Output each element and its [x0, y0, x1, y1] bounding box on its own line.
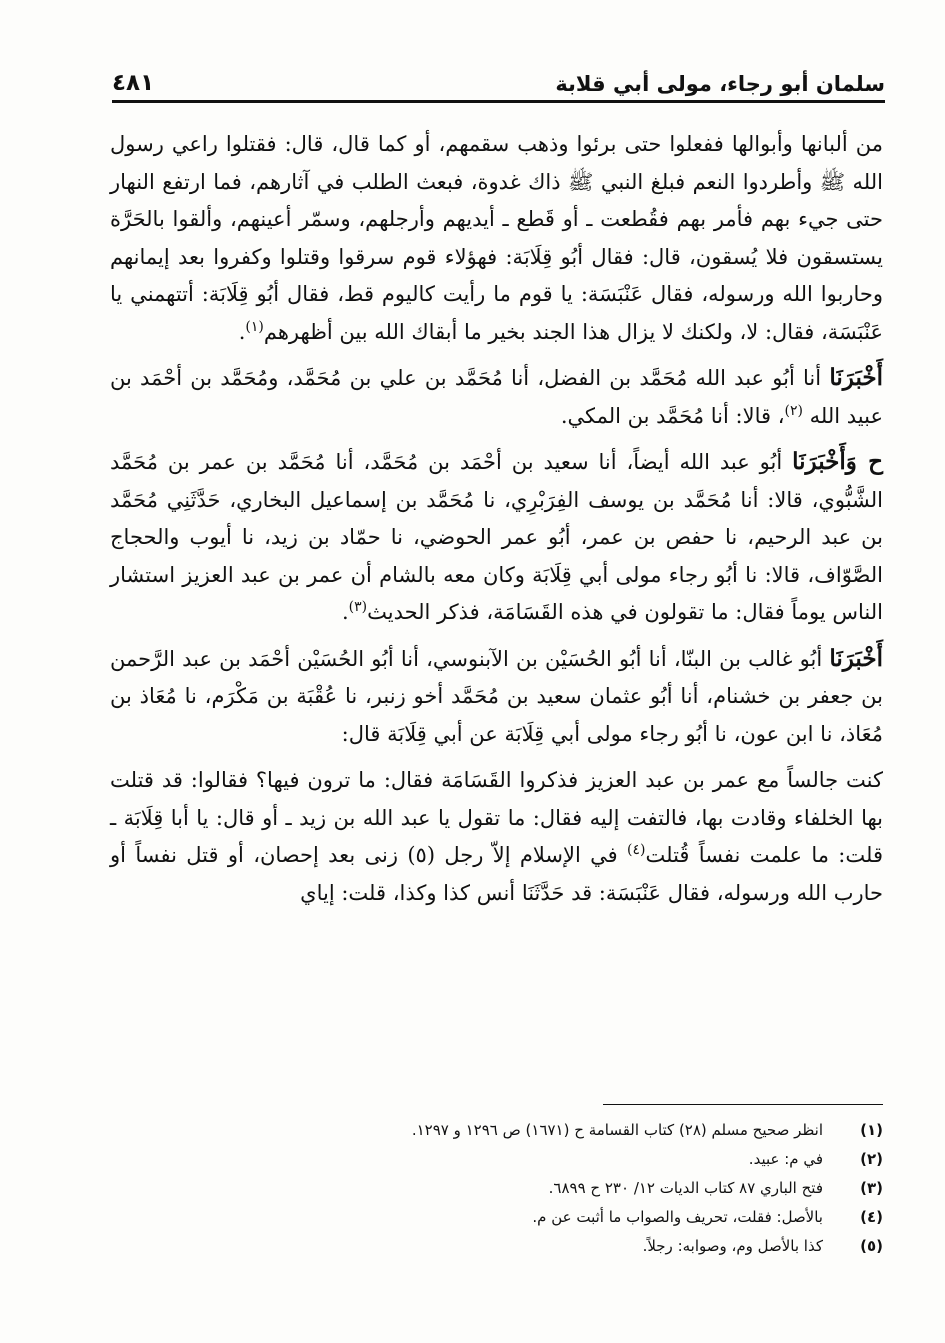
paragraph-lead: أَخْبَرَنَا: [829, 644, 883, 672]
footnote-number: (٥): [860, 1237, 883, 1255]
paragraph: [110, 640, 883, 754]
footnote-ref: (٤): [627, 842, 646, 858]
footnote-text: كذا بالأصل وم، وصوابه: رجلاً.: [642, 1237, 823, 1255]
paragraph-lead: أَخْبَرَنَا: [829, 364, 883, 391]
paragraph-text: كنت جالساً مع عمر بن عبد العزيز فذكروا القَسَامَة فقال: ما ترون فيها؟ فقالوا: قد قتلت بها الخلفاء وقادت بها، فالتفت إليه فقال: ما تقول يا عبد الله بن زيد ـ أو قال: يا أبا قِلَابَة ـ قلت: ما علمت نفساً قُتلت: [110, 768, 883, 867]
paragraph: [110, 443, 883, 632]
footnote-ref: (٢): [784, 402, 803, 419]
footnote-item: [110, 1203, 883, 1232]
footnote-item: [110, 1174, 883, 1203]
paragraph: [110, 125, 883, 351]
footnote-number: (٢): [860, 1150, 883, 1168]
footnote-number: (٤): [860, 1208, 883, 1226]
paragraph: [110, 761, 883, 912]
running-title: سلمان أبو رجاء، مولى أبي قلابة: [555, 72, 885, 96]
paragraph-tail: .: [238, 319, 246, 344]
footnote-text: في م: عبيد.: [748, 1150, 823, 1168]
footnote-number: (٣): [860, 1179, 883, 1197]
paragraph: [110, 359, 883, 435]
page-number: ٤٨١: [112, 70, 155, 96]
paragraph-lead: ح وَأَخْبَرَنَا: [792, 448, 883, 475]
main-text: [110, 125, 883, 920]
footnote-divider: [603, 1104, 883, 1105]
paragraph-tail: ، قالا: أنا مُحَمَّد بن المكي.: [560, 403, 785, 428]
paragraph-tail: .: [341, 600, 349, 624]
paragraph-text: أبُو غالب بن البنّا، أنا أبُو الحُسَيْن بن الآبنوسي، أنا أبُو الحُسَيْن أحْمَد بن عبد الرَّحمن بن جعفر بن خشنام، أنا أبُو عثمان سعيد بن مُحَمَّد أخو زنبر، نا عُقْبَة بن مَكْرَم، نا مُعَاذ بن مُعَاذ، نا ابن عون، نا أبُو رجاء مولى أبي قِلَابَة عن أبي قِلَابَة قال:: [110, 646, 883, 746]
footnote-ref: (٣): [348, 599, 368, 615]
footnote-number: (١): [860, 1121, 883, 1139]
paragraph-tail: في الإسلام إلاّ رجل (٥) زنى بعد إحصان، أو قتل نفساً أو حارب الله ورسوله، فقال عَنْبَسَة: قد حَدَّثَنَا أنس كذا وكذا، قلت: إياي: [110, 843, 883, 905]
footnote-ref: (١): [245, 318, 264, 335]
footnote-item: [110, 1116, 883, 1145]
paragraph-text: أبُو عبد الله أيضاً، أنا سعيد بن أحْمَد بن مُحَمَّد، أنا مُحَمَّد بن عمر بن مُحَمَّد الشَّبُّوي، قالا: أنا مُحَمَّد بن يوسف الفِرَبْرِي، نا مُحَمَّد بن إسماعيل البخاري، حَدَّثَنِي مُحَمَّد بن عبد الرحيم، نا حفص بن عمر، أبُو عمر الحوضي، نا حمّاد بن زيد، نا أيوب والحجاج الصَّوّاف، قالا: نا أبُو رجاء مولى أبي قِلَابَة وكان معه بالشام أن عمر بن عبد العزيز استشار الناس يوماً فقال: ما تقولون في هذه القَسَامَة، فذكر الحديث: [110, 450, 883, 624]
page-header: [112, 52, 885, 103]
footnote-text: انظر صحيح مسلم (٢٨) كتاب القسامة ح (١٦٧١) ص ١٢٩٦ و ١٢٩٧.: [411, 1121, 823, 1139]
paragraph-text: أنا أبُو عبد الله مُحَمَّد بن الفضل، أنا مُحَمَّد بن علي بن مُحَمَّد، ومُحَمَّد بن أحْمَد بن عبيد الله: [110, 366, 883, 428]
footnote-text: فتح الباري ٨٧ كتاب الديات ١٢/ ٢٣٠ ح ٦٨٩٩.: [548, 1179, 823, 1197]
paragraph-text: من ألبانها وأبوالها ففعلوا حتى برئوا وذهب سقمهم، أو كما قال، قال: فقتلوا راعي رسول الله ﷺ وأطردوا النعم فبلغ النبي ﷺ ذاك غدوة، فبعث الطلب في آثارهم، فما ارتفع النهار حتى جيء بهم فأمر بهم فقُطعت ـ أو قَطع ـ أيديهم وأرجلهم، وسمّر أعينهم، وألقوا بالحَرَّة يستسقون فلا يُسقون، قال: فقال أبُو قِلَابَة: فهؤلاء قوم سرقوا وقتلوا وكفروا بعد إيمانهم وحاربوا الله ورسوله، فقال عَنْبَسَة: يا قوم ما رأيت كاليوم قط، فقال أبُو قِلَابَة: أتتهمني يا عَنْبَسَة، فقال: لا، ولكنك لا يزال هذا الجند بخير ما أبقاك الله بين أظهرهم: [110, 132, 883, 344]
footnotes: [110, 1116, 883, 1261]
footnote-item: [110, 1232, 883, 1261]
footnote-text: بالأصل: فقلت، تحريف والصواب ما أثبت عن م.: [532, 1208, 823, 1226]
footnote-item: [110, 1145, 883, 1174]
